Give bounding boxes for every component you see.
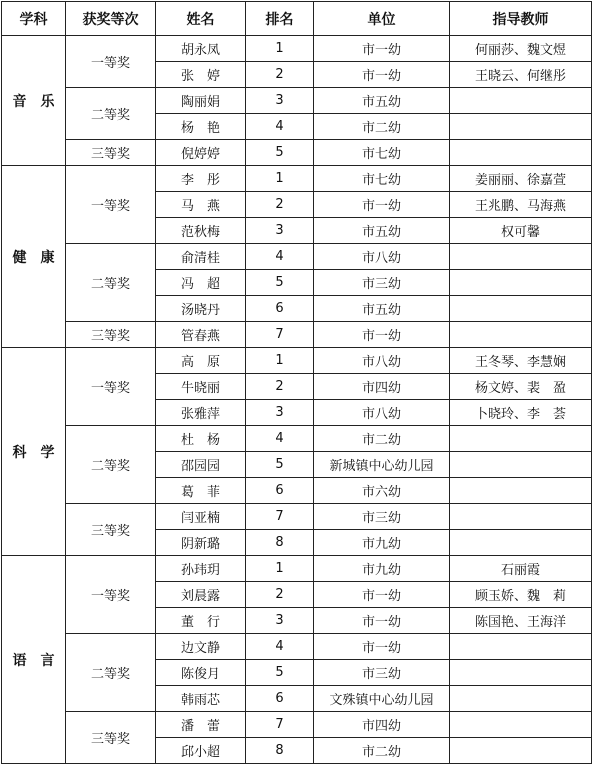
award-cell: 一等奖 [66,556,156,634]
unit-cell: 市一幼 [314,192,450,218]
rank-cell: 1 [246,36,314,62]
name-cell: 边文静 [156,634,246,660]
name-cell: 牛晓丽 [156,374,246,400]
unit-cell: 市二幼 [314,114,450,140]
award-table [1,1,592,764]
header-award: 获奖等次 [66,2,156,36]
award-cell: 一等奖 [66,348,156,426]
header-rank: 排名 [246,2,314,36]
table-row [2,556,592,582]
unit-cell: 市一幼 [314,36,450,62]
name-cell: 倪婷婷 [156,140,246,166]
unit-cell: 市三幼 [314,660,450,686]
teacher-cell [450,686,592,712]
award-cell: 二等奖 [66,244,156,322]
teacher-cell [450,296,592,322]
name-cell: 冯 超 [156,270,246,296]
unit-cell: 市一幼 [314,634,450,660]
rank-cell: 1 [246,166,314,192]
teacher-cell [450,712,592,738]
award-cell: 二等奖 [66,426,156,504]
table-row [2,36,592,62]
rank-cell: 3 [246,400,314,426]
unit-cell: 市九幼 [314,530,450,556]
teacher-cell: 顾玉娇、魏 莉 [450,582,592,608]
name-cell: 胡永凤 [156,36,246,62]
name-cell: 韩雨芯 [156,686,246,712]
unit-cell: 市三幼 [314,504,450,530]
table-row [2,88,592,114]
unit-cell: 市一幼 [314,608,450,634]
unit-cell: 市八幼 [314,400,450,426]
rank-cell: 6 [246,686,314,712]
header-unit: 单位 [314,2,450,36]
header-teacher: 指导教师 [450,2,592,36]
table-row [2,426,592,452]
rank-cell: 1 [246,556,314,582]
name-cell: 汤晓丹 [156,296,246,322]
rank-cell: 4 [246,426,314,452]
name-cell: 李 彤 [156,166,246,192]
teacher-cell [450,244,592,270]
name-cell: 管春燕 [156,322,246,348]
rank-cell: 1 [246,348,314,374]
teacher-cell [450,478,592,504]
teacher-cell [450,426,592,452]
table-row [2,166,592,192]
table-row [2,348,592,374]
name-cell: 俞清桂 [156,244,246,270]
name-cell: 马 燕 [156,192,246,218]
table-row [2,244,592,270]
teacher-cell [450,88,592,114]
teacher-cell [450,140,592,166]
name-cell: 邱小超 [156,738,246,764]
award-cell: 三等奖 [66,712,156,764]
rank-cell: 2 [246,62,314,88]
teacher-cell: 卜晓玲、李 荟 [450,400,592,426]
rank-cell: 8 [246,738,314,764]
teacher-cell [450,114,592,140]
name-cell: 陈俊月 [156,660,246,686]
rank-cell: 3 [246,218,314,244]
teacher-cell: 石丽霞 [450,556,592,582]
rank-cell: 8 [246,530,314,556]
teacher-cell [450,738,592,764]
rank-cell: 5 [246,660,314,686]
unit-cell: 市九幼 [314,556,450,582]
name-cell: 潘 蕾 [156,712,246,738]
teacher-cell [450,660,592,686]
name-cell: 闫亚楠 [156,504,246,530]
unit-cell: 新城镇中心幼儿园 [314,452,450,478]
teacher-cell: 王晓云、何继彤 [450,62,592,88]
award-cell: 三等奖 [66,322,156,348]
award-cell: 三等奖 [66,504,156,556]
name-cell: 阴新璐 [156,530,246,556]
teacher-cell: 杨文婷、裴 盈 [450,374,592,400]
rank-cell: 5 [246,452,314,478]
name-cell: 孙玮玥 [156,556,246,582]
unit-cell: 市八幼 [314,348,450,374]
rank-cell: 4 [246,634,314,660]
rank-cell: 6 [246,478,314,504]
teacher-cell [450,530,592,556]
rank-cell: 7 [246,322,314,348]
name-cell: 张雅萍 [156,400,246,426]
unit-cell: 市二幼 [314,738,450,764]
unit-cell: 文殊镇中心幼儿园 [314,686,450,712]
award-cell: 一等奖 [66,36,156,88]
unit-cell: 市五幼 [314,296,450,322]
award-cell: 一等奖 [66,166,156,244]
table-body [2,36,592,764]
unit-cell: 市三幼 [314,270,450,296]
award-cell: 二等奖 [66,634,156,712]
subject-cell: 科 学 [2,348,66,556]
rank-cell: 3 [246,88,314,114]
rank-cell: 2 [246,582,314,608]
rank-cell: 3 [246,608,314,634]
rank-cell: 5 [246,270,314,296]
header-name: 姓名 [156,2,246,36]
unit-cell: 市二幼 [314,426,450,452]
name-cell: 范秋梅 [156,218,246,244]
rank-cell: 4 [246,244,314,270]
header-subject: 学科 [2,2,66,36]
rank-cell: 7 [246,504,314,530]
header-row [2,2,592,36]
unit-cell: 市一幼 [314,582,450,608]
teacher-cell: 姜丽丽、徐嘉萱 [450,166,592,192]
table-row [2,634,592,660]
unit-cell: 市四幼 [314,374,450,400]
name-cell: 高 原 [156,348,246,374]
name-cell: 张 婷 [156,62,246,88]
unit-cell: 市四幼 [314,712,450,738]
table-row [2,504,592,530]
name-cell: 董 行 [156,608,246,634]
subject-cell: 音 乐 [2,36,66,166]
name-cell: 邵园园 [156,452,246,478]
unit-cell: 市五幼 [314,218,450,244]
award-cell: 二等奖 [66,88,156,140]
rank-cell: 7 [246,712,314,738]
teacher-cell [450,452,592,478]
teacher-cell: 陈国艳、王海洋 [450,608,592,634]
teacher-cell [450,270,592,296]
rank-cell: 2 [246,192,314,218]
rank-cell: 5 [246,140,314,166]
teacher-cell: 权可馨 [450,218,592,244]
unit-cell: 市七幼 [314,166,450,192]
teacher-cell [450,504,592,530]
table-row [2,712,592,738]
name-cell: 葛 菲 [156,478,246,504]
rank-cell: 6 [246,296,314,322]
teacher-cell: 王冬琴、李慧娴 [450,348,592,374]
unit-cell: 市一幼 [314,62,450,88]
rank-cell: 2 [246,374,314,400]
subject-cell: 健 康 [2,166,66,348]
name-cell: 杜 杨 [156,426,246,452]
name-cell: 杨 艳 [156,114,246,140]
teacher-cell [450,322,592,348]
teacher-cell: 王兆鹏、马海燕 [450,192,592,218]
teacher-cell: 何丽莎、魏文煜 [450,36,592,62]
unit-cell: 市一幼 [314,322,450,348]
award-cell: 三等奖 [66,140,156,166]
subject-cell: 语 言 [2,556,66,764]
table-row [2,140,592,166]
teacher-cell [450,634,592,660]
unit-cell: 市五幼 [314,88,450,114]
rank-cell: 4 [246,114,314,140]
unit-cell: 市七幼 [314,140,450,166]
name-cell: 刘晨露 [156,582,246,608]
unit-cell: 市八幼 [314,244,450,270]
name-cell: 陶丽娟 [156,88,246,114]
table-row [2,322,592,348]
unit-cell: 市六幼 [314,478,450,504]
